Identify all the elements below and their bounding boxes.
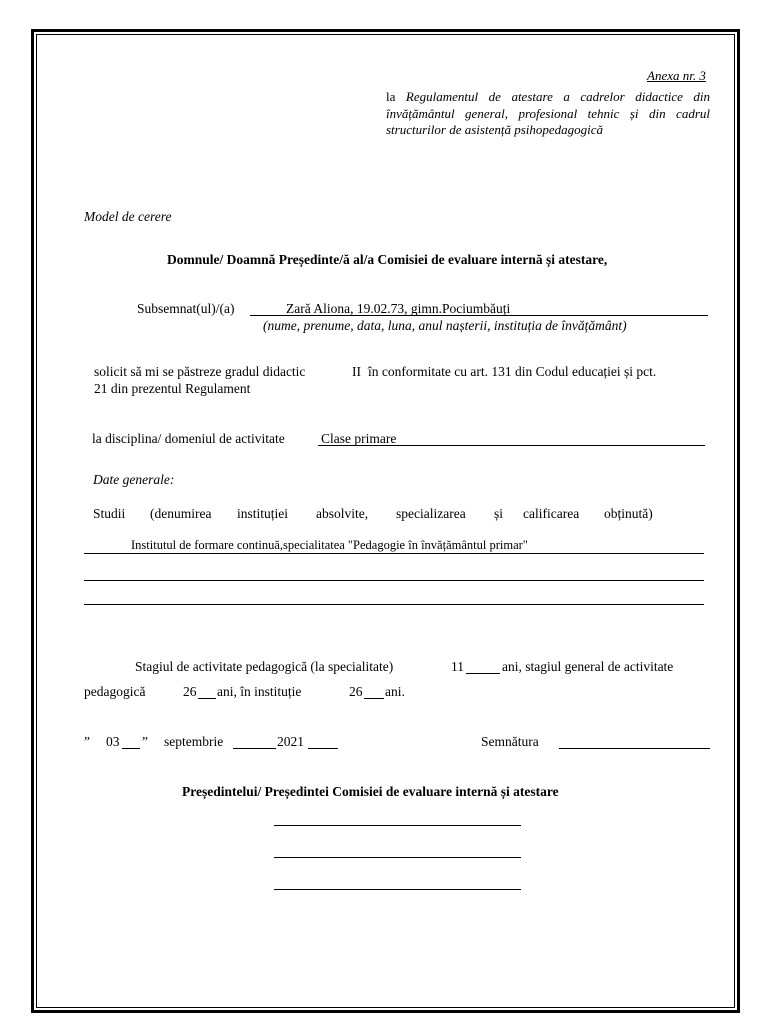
request-degree: II [352,364,361,379]
seniority-line2-b: ani, în instituție [217,684,302,699]
date-day: 03 [106,734,120,749]
specialty-years-underline [466,673,500,674]
annex-reference [386,89,710,139]
seniority-line1-b: ani, stagiul general de activitate [502,659,674,674]
president-title: Președintelui/ Președintei Comisiei de evaluare internă și atestare [182,784,559,799]
studies-word-7: calificarea [523,506,580,521]
general-years-underline [198,698,216,699]
studies-line-1 [84,553,704,554]
date-month-underline [233,748,276,749]
studies-line-2 [84,580,704,581]
addressee-heading: Domnule/ Doamnă Președinte/ă al/a Comisiei de evaluare internă și atestare, [167,252,608,267]
signature-line [559,748,710,749]
institution-years: 26 [349,684,363,699]
request-line1-b: în conformitate cu art. 131 din Codul educației și pct. [368,364,657,379]
institution-years-underline [364,698,384,699]
request-line1-a: solicit să mi se păstreze gradul didactic [94,364,306,379]
general-years: 26 [183,684,197,699]
studies-word-5: specializarea [396,506,466,521]
annex-ref-text: Regulamentul de atestare a cadrelor didactice din învățământul general, profesional tehnic și din cadrul structurilor de asistență psihopedagogică [386,89,711,137]
seniority-line2-c: ani. [385,684,405,699]
discipline-value: Clase primare [321,431,397,446]
president-line-1 [274,825,521,826]
date-month: septembrie [164,734,224,749]
studies-value: Institutul de formare continuă,specialitatea "Pedagogie în învățământul primar" [131,538,528,552]
president-line-2 [274,857,521,858]
model-title: Model de cerere [84,209,172,224]
applicant-value: Zară Aliona, 19.02.73, gimn.Pociumbăuți [286,301,511,316]
discipline-label: la disciplina/ domeniul de activitate [92,431,285,446]
studies-word-6: și [494,506,504,521]
applicant-hint: (nume, prenume, data, luna, anul nașterii, instituția de învățământ) [263,318,627,333]
date-quote-close: ” [142,734,148,749]
studies-word-8: obținută) [604,506,653,521]
applicant-label: Subsemnat(ul)/(a) [137,301,235,316]
discipline-underline [318,445,705,446]
president-line-3 [274,889,521,890]
studies-word-1: Studii [93,506,126,521]
date-day-underline [122,748,140,749]
date-quote-open: ” [84,734,90,749]
annex-ref-prefix: la [386,89,396,104]
annex-label: Anexa nr. 3 [647,68,706,83]
signature-label: Semnătura [481,734,539,749]
studies-line-3 [84,604,704,605]
date-year-underline [308,748,338,749]
studies-word-3: instituției [237,506,289,521]
applicant-underline [250,315,708,316]
studies-word-2: (denumirea [150,506,212,521]
request-line2: 21 din prezentul Regulament [94,381,251,396]
studies-word-4: absolvite, [316,506,369,521]
specialty-years: 11 [451,659,464,674]
seniority-line1-a: Stagiul de activitate pedagogică (la specialitate) [135,659,394,674]
general-data-title: Date generale: [93,472,175,487]
date-year: 2021 [277,734,304,749]
seniority-line2-a: pedagogică [84,684,146,699]
